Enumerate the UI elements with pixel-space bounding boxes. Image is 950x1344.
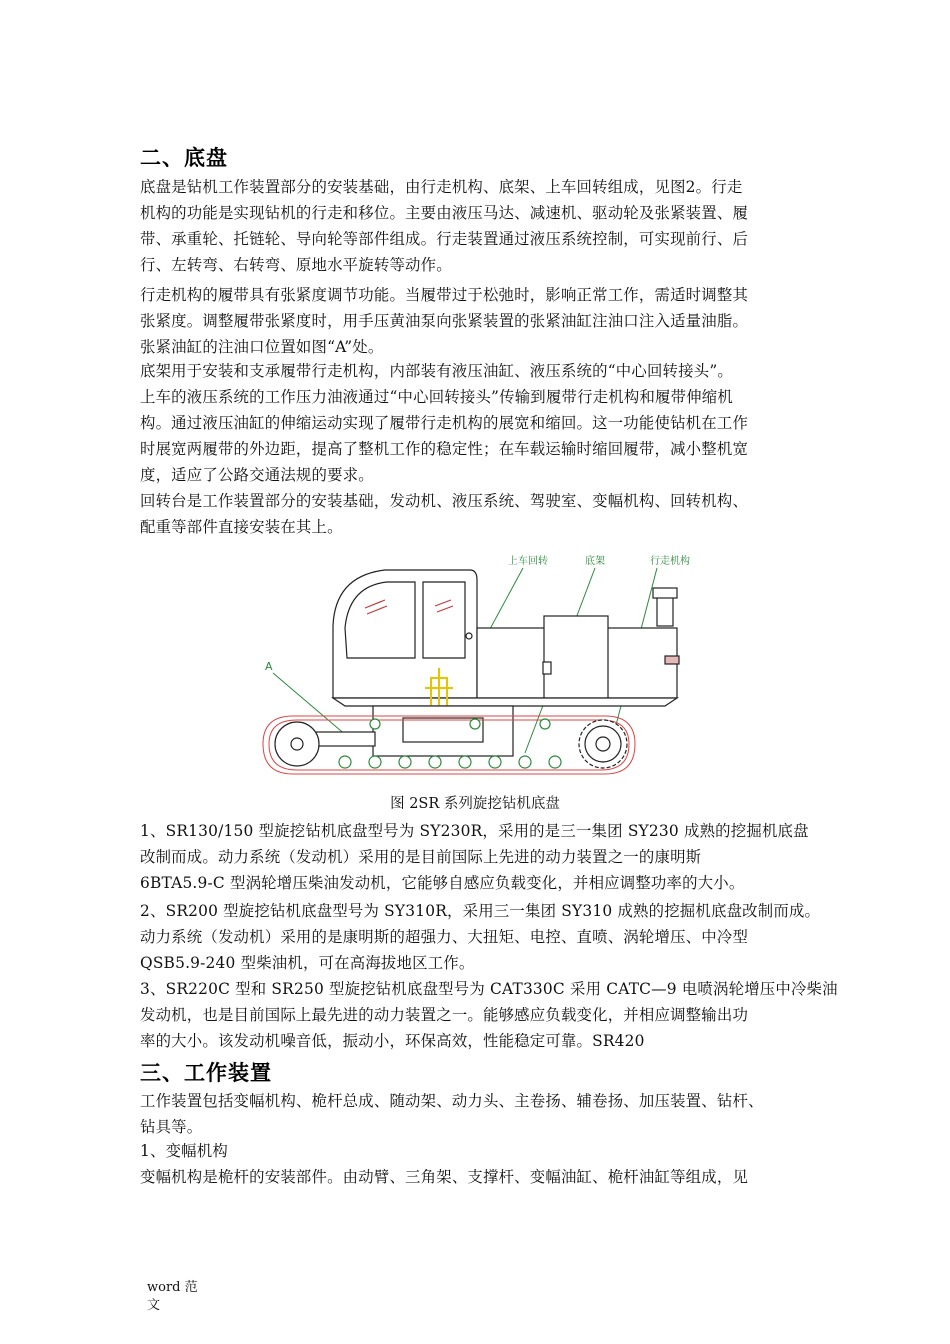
figure-caption: 图 2SR 系列旋挖钻机底盘 <box>390 796 560 812</box>
text-line: 率的大小。该发动机噪音低，振动小，环保高效，性能稳定可靠。SR420 <box>140 1032 645 1050</box>
paragraph-chassis-overview <box>140 174 820 278</box>
text-line: 底盘是钻机工作装置部分的安装基础，由行走机构、底架、上车回转组成，见图2。行走 <box>140 178 743 196</box>
text-line: 回转台是工作装置部分的安装基础，发动机、液压系统、驾驶室、变幅机构、回转机构、 <box>140 492 749 510</box>
paragraph-sr220c-250 <box>140 976 838 1054</box>
text-line: 6BTA5.9-C 型涡轮增压柴油发动机，它能够自感应负载变化，并相应调整功率的大小。 <box>140 874 745 892</box>
text-line: 钻具等。 <box>140 1118 203 1136</box>
label-underframe: 底架 <box>585 556 605 567</box>
lower-frame <box>315 706 513 756</box>
text-line: 时展宽两履带的外边距，提高了整机工作的稳定性；在车载运输时缩回履带，减小整机宽 <box>140 440 749 458</box>
paragraph-track-tension <box>140 282 820 360</box>
section-heading-chassis: 二、底盘 <box>140 146 228 170</box>
subheading-luffing <box>140 1138 820 1164</box>
text-line: 2、SR200 型旋挖钻机底盘型号为 SY310R，采用三一集团 SY310 成熟的挖掘机底盘改制而成。 <box>140 902 821 920</box>
page-footer <box>147 1279 198 1315</box>
label-travel-mechanism: 行走机构 <box>650 556 690 567</box>
text-line: 上车的液压系统的工作压力油液通过“中心回转接头”传输到履带行走机构和履带伸缩机 <box>140 388 733 406</box>
drive-sprocket <box>579 720 627 768</box>
footer-line: 文 <box>147 1298 161 1313</box>
paragraph-undercarriage <box>140 358 820 488</box>
section-heading-working-device: 三、工作装置 <box>140 1061 272 1085</box>
text-line: 度，适应了公路交通法规的要求。 <box>140 466 374 484</box>
text-line: QSB5.9-240 型柴油机，可在高海拔地区工作。 <box>140 954 475 972</box>
text-line: 底架用于安装和支承履带行走机构，内部装有液压油缸、液压系统的“中心回转接头”。 <box>140 362 733 380</box>
text-line: 张紧度。调整履带张紧度时，用手压黄油泵向张紧装置的张紧油缸注油口注入适量油脂。 <box>140 312 749 330</box>
text-line: 3、SR220C 型和 SR250 型旋挖钻机底盘型号为 CAT330C 采用 CATC—9 电喷涡轮增压中冷柴油 <box>140 980 838 998</box>
text-line: 构。通过液压油缸的伸缩运动实现了履带行走机构的展宽和缩回。这一功能使钻机在工作 <box>140 414 749 432</box>
text-line: 行走机构的履带具有张紧度调节功能。当履带过于松弛时，影响正常工作，需适时调整其 <box>140 286 749 304</box>
label-a: A <box>265 660 273 673</box>
idler-wheel <box>275 722 319 766</box>
text-line: 变幅机构是桅杆的安装部件。由动臂、三角架、支撑杆、变幅油缸、桅杆油缸等组成，见 <box>140 1168 749 1186</box>
paragraph-luffing <box>140 1164 820 1190</box>
text-line: 行、左转弯、右转弯、原地水平旋转等动作。 <box>140 256 452 274</box>
paragraph-sr200 <box>140 898 820 976</box>
paragraph-turntable <box>140 488 820 540</box>
text-line: 配重等部件直接安装在其上。 <box>140 518 343 536</box>
text-line: 机构的功能是实现钻机的行走和移位。主要由液压马达、减速机、驱动轮及张紧装置、履 <box>140 204 749 222</box>
footer-line: word 范 <box>147 1280 198 1295</box>
chassis-drawing <box>255 548 695 784</box>
text-line: 带、承重轮、托链轮、导向轮等部件组成。行走装置通过液压系统控制，可实现前行、后 <box>140 230 749 248</box>
paragraph-sr130-150 <box>140 818 820 896</box>
label-upper-slewing: 上车回转 <box>508 556 548 567</box>
text-line: 1、变幅机构 <box>140 1142 228 1160</box>
text-line: 1、SR130/150 型旋挖钻机底盘型号为 SY230R，采用的是三一集团 SY230 成熟的挖掘机底盘 <box>140 822 809 840</box>
text-line: 工作装置包括变幅机构、桅杆总成、随动架、动力头、主卷扬、辅卷扬、加压装置、钻杆、 <box>140 1092 764 1110</box>
cab <box>333 570 477 698</box>
paragraph-working-device <box>140 1088 820 1140</box>
text-line: 动力系统（发动机）采用的是康明斯的超强力、大扭矩、电控、直喷、涡轮增压、中冷型 <box>140 928 749 946</box>
text-line: 改制而成。动力系统（发动机）采用的是目前国际上先进的动力装置之一的康明斯 <box>140 848 702 866</box>
text-line: 张紧油缸的注油口位置如图“A”处。 <box>140 338 384 356</box>
text-line: 发动机，也是目前国际上最先进的动力装置之一。能够感应负载变化，并相应调整输出功 <box>140 1006 749 1024</box>
